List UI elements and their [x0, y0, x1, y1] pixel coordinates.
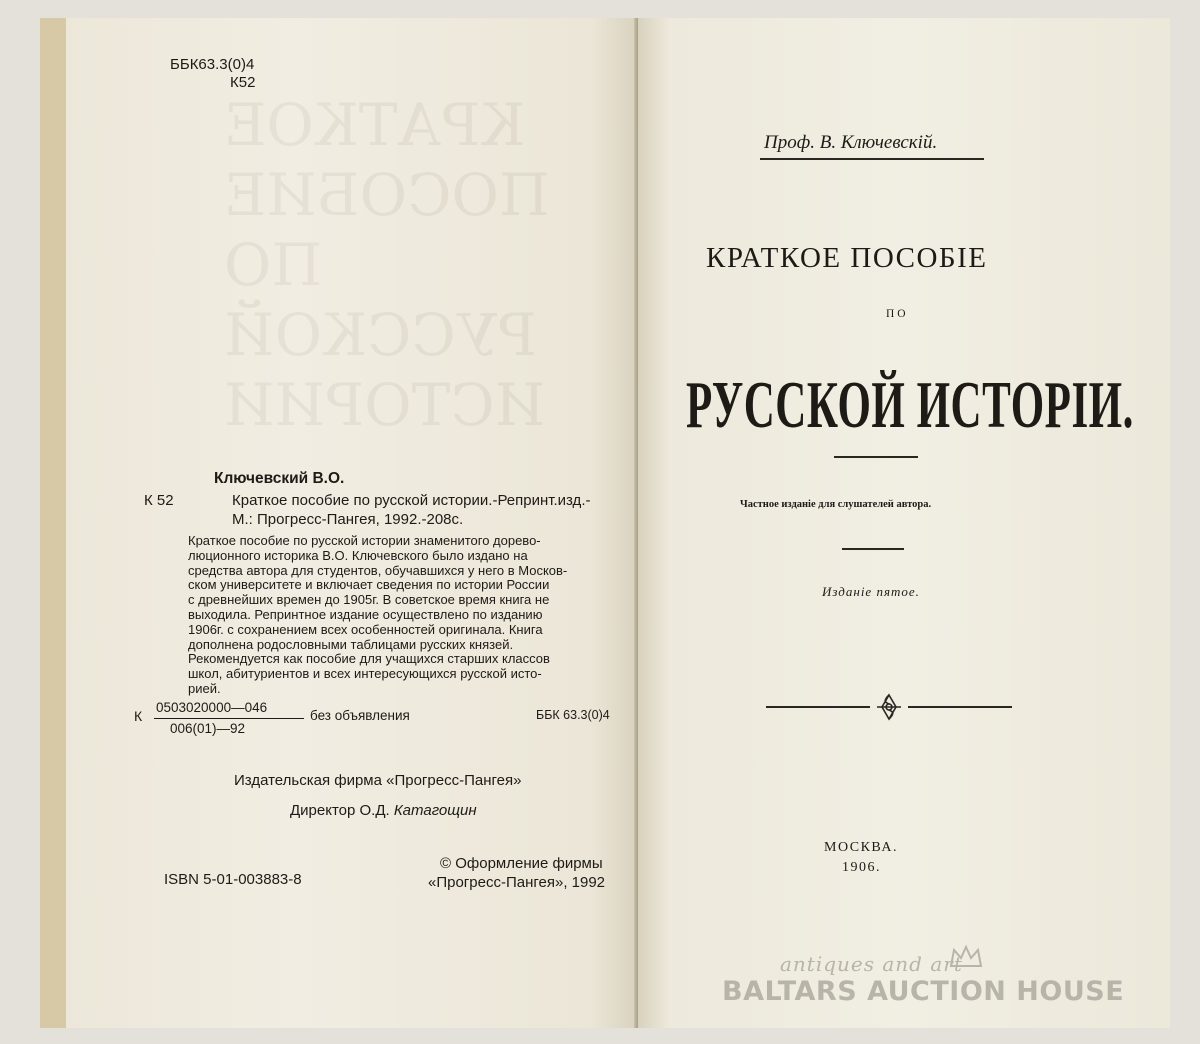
show-through-text: КРАТКОЕ ПОСОБИЕ ПО РУССКОЙ ИСТОРИИ — [224, 91, 550, 439]
catalog-imprint: М.: Прогресс-Пангея, 1992.-208с. — [232, 511, 464, 528]
description-line: рией. — [188, 680, 221, 696]
fraction-line — [154, 718, 304, 719]
description-line: средства автора для студентов, обучавшихся у него в Москов- — [188, 562, 568, 578]
ornament-icon — [874, 692, 904, 722]
description-line: 1906г. с сохранением всех особенностей оригинала. Книга — [188, 621, 543, 637]
author-underline — [760, 158, 984, 160]
description-line: школ, абитуриентов и всех интересующихся русской исто- — [188, 666, 542, 682]
no-announcement: без объявления — [310, 708, 410, 723]
description-line: выходила. Репринтное издание осуществлено по изданию — [188, 606, 543, 622]
title-line-1: КРАТКОЕ ПОСОБІЕ — [706, 242, 988, 274]
edition: Изданіе пятое. — [822, 584, 920, 599]
subtitle: Частное изданіе для слушателей автора. — [740, 499, 932, 510]
description-line: дополнена родословными таблицами русских князей. — [188, 636, 514, 652]
city: МОСКВА. — [824, 840, 898, 855]
year: 1906. — [842, 860, 881, 875]
watermark-brand: BALTARS AUCTION HOUSE — [722, 976, 1125, 1007]
description-line: Краткое пособие по русской истории знаменитого дорево- — [188, 533, 541, 548]
director-label: Директор О.Д. — [290, 802, 394, 819]
author-mark: К52 — [230, 74, 256, 91]
watermark-tagline: antiques and art — [780, 952, 963, 976]
ornament-line-left — [766, 706, 870, 708]
description — [188, 534, 636, 697]
catalog-title: Краткое пособие по русской истории.-Репринт.изд.- — [232, 492, 591, 509]
description-line: люционного историка В.О. Ключевского было издано на — [188, 547, 528, 563]
right-page — [638, 18, 1170, 1028]
catalog-mark: К 52 — [144, 492, 174, 509]
description-line: Рекомендуется как пособие для учащихся старших классов — [188, 651, 550, 667]
copyright-line-1: © Оформление фирмы — [440, 855, 603, 872]
title-author: Проф. В. Ключевскій. — [764, 132, 938, 153]
ornament-line-right — [908, 706, 1012, 708]
description-line: с древнейших времен до 1905г. В советское время книга не — [188, 592, 550, 608]
publisher: Издательская фирма «Прогресс-Пангея» — [234, 772, 522, 789]
code-numerator: 0503020000—046 — [156, 700, 268, 715]
catalog-author: Ключевский В.О. — [214, 470, 345, 487]
director-name: Катагощин — [393, 802, 477, 819]
left-page — [66, 18, 636, 1028]
code-prefix: К — [134, 708, 143, 724]
bbk-code: ББК63.3(0)4 — [170, 56, 255, 73]
director — [290, 802, 477, 819]
open-book — [40, 18, 1170, 1028]
title-line-2: РУССКОЙ ИСТОРІИ. — [686, 369, 1134, 443]
title-divider — [834, 456, 918, 458]
subtitle-divider — [842, 548, 904, 550]
bbk-footer: ББК 63.3(0)4 — [536, 708, 610, 722]
copyright-line-2: «Прогресс-Пангея», 1992 — [428, 874, 606, 891]
description-line: ском университете и включает сведения по истории России — [188, 577, 550, 593]
code-denominator: 006(01)—92 — [170, 721, 246, 736]
isbn: ISBN 5-01-003883-8 — [164, 871, 302, 888]
title-connector: ПО — [886, 308, 909, 320]
crown-icon — [948, 944, 984, 970]
